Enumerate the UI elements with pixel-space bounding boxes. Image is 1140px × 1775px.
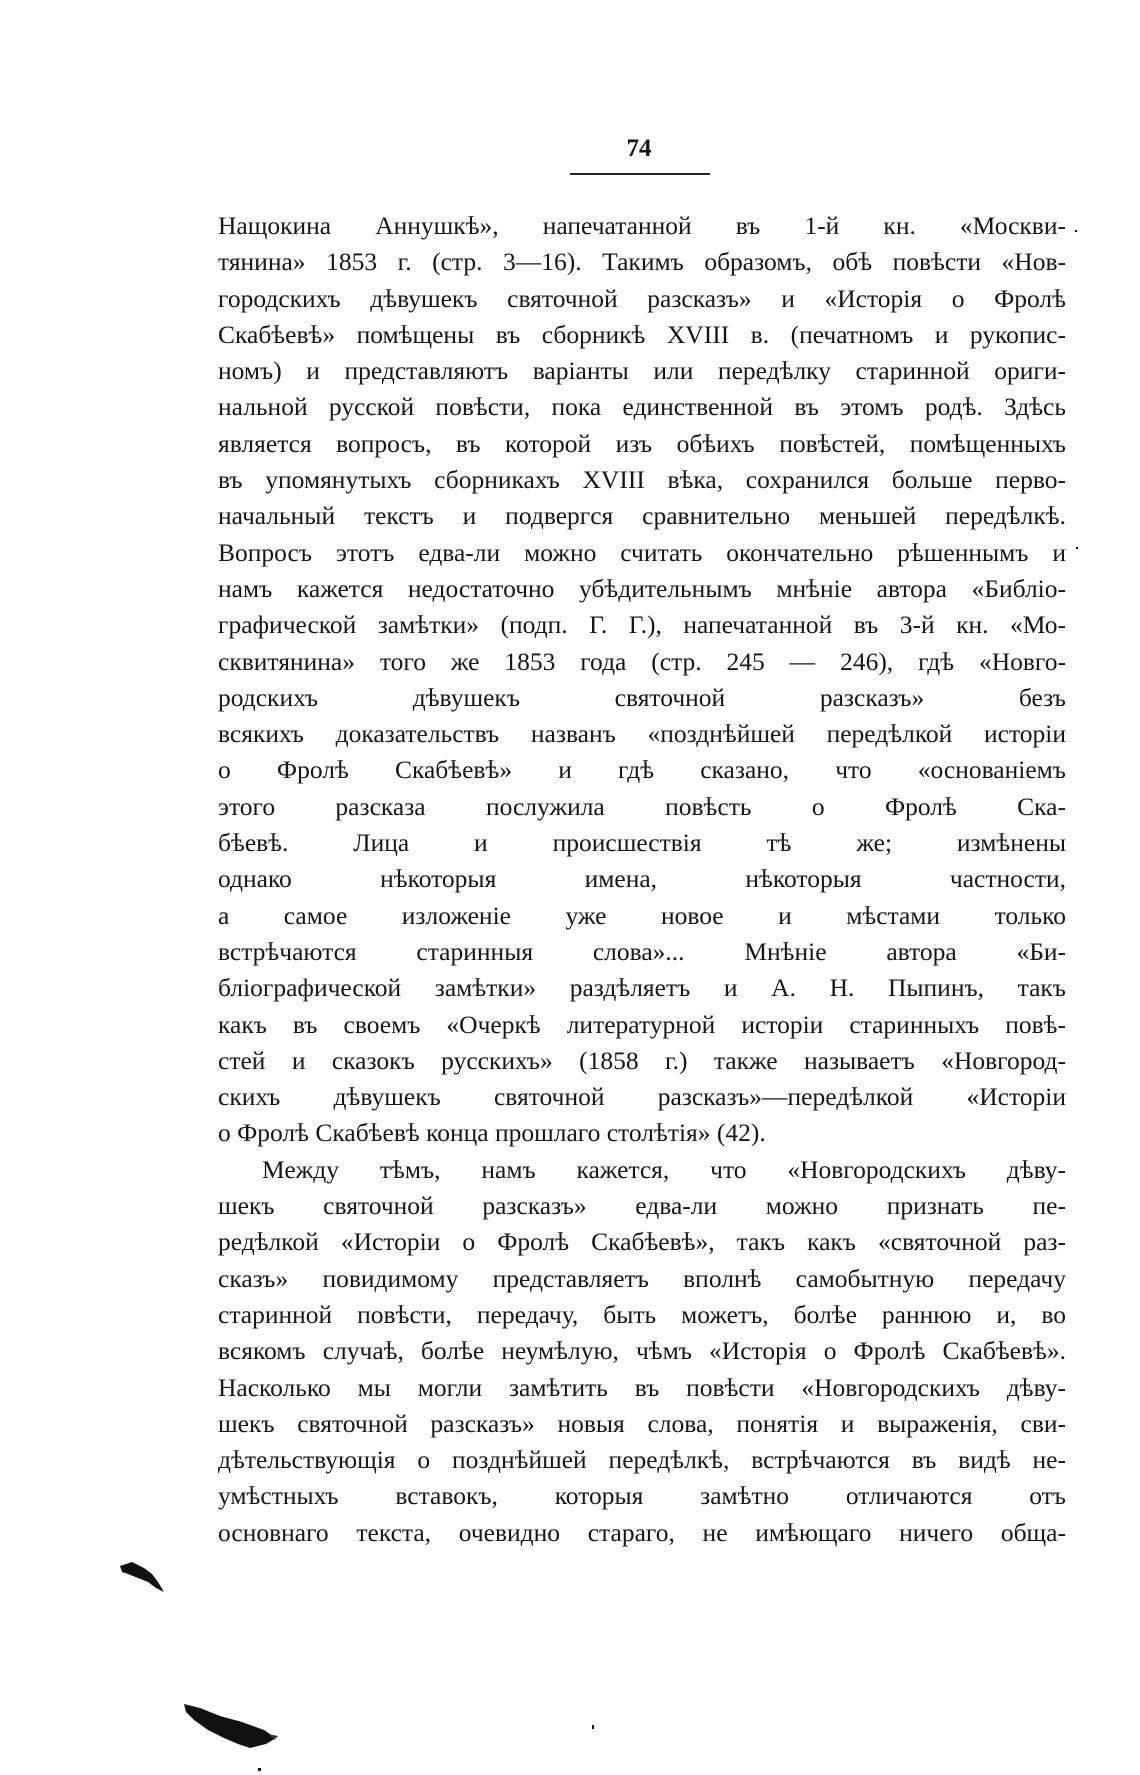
scan-speck (592, 1725, 594, 1729)
text-line: графической замѣтки» (подп. Г. Г.), напечатанной въ 3-й кн. «Мо- (218, 610, 1066, 640)
text-line: шекъ святочной разсказъ» едва-ли можно признать пе- (218, 1191, 1066, 1221)
text-line: встрѣчаются старинныя слова»... Мнѣніе автора «Би- (218, 936, 1066, 966)
text-line: нальной русской повѣсти, пока единственной въ этомъ родѣ. Здѣсь (218, 392, 1066, 422)
text-line: Нащокина Аннушкѣ», напечатанной въ 1-й кн. «Москви- (218, 211, 1066, 240)
scan-speck (1075, 230, 1077, 232)
text-line: всякомъ случаѣ, болѣе неумѣлую, чѣмъ «Исторія о Фролѣ Скабѣевѣ». (218, 1336, 1066, 1366)
text-line: Скабѣевѣ» помѣщены въ сборникѣ XVIII в. (печатномъ и рукопис- (218, 319, 1066, 349)
text-line: стей и сказокъ русскихъ» (1858 г.) также называетъ «Новгород- (218, 1045, 1066, 1075)
text-line: всякихъ доказательствъ названъ «позднѣйшей передѣлкой исторіи (218, 719, 1066, 749)
text-line: дѣтельствующія о позднѣйшей передѣлкѣ, встрѣчаются въ видѣ не- (218, 1445, 1066, 1475)
text-line: Вопросъ этотъ едва-ли можно считать окончательно рѣшеннымъ и (218, 537, 1066, 567)
text-line: бѣевѣ. Лица и происшествія тѣ же; измѣнены (218, 828, 1066, 858)
body-text (218, 208, 1066, 1551)
text-line: этого разсказа послужила повѣсть о Фролѣ Ска- (218, 791, 1066, 821)
text-line: начальный текстъ и подвергся сравнительно меньшей передѣлкѣ. (218, 501, 1066, 531)
scan-speck (1076, 547, 1078, 549)
text-line: тянина» 1853 г. (стр. 3—16). Такимъ образомъ, обѣ повѣсти «Нов- (218, 247, 1066, 277)
text-line: о Фролѣ Скабѣевѣ» и гдѣ сказано, что «основаніемъ (218, 755, 1066, 785)
text-line: родскихъ дѣвушекъ святочной разсказъ» безъ (218, 682, 1066, 712)
paragraph-1 (218, 208, 1066, 1152)
text-line: сквитянина» того же 1853 года (стр. 245 — 246), гдѣ «Новго- (218, 646, 1066, 676)
text-line: старинной повѣсти, передачу, быть можетъ, болѣе раннюю и, во (218, 1299, 1066, 1329)
text-line: умѣстныхъ вставокъ, которыя замѣтно отличаются отъ (218, 1481, 1066, 1511)
ink-blot-lower (180, 1700, 280, 1752)
text-line: номъ) и представляютъ варіанты или передѣлку старинной ориги- (218, 356, 1066, 386)
text-line: городскихъ дѣвушекъ святочной разсказъ» и «Исторія о Фролѣ (218, 283, 1066, 313)
text-line: сказъ» повидимому представляетъ вполнѣ самобытную передачу (218, 1263, 1066, 1293)
page-number: 74 (626, 135, 652, 162)
ink-blot-upper (118, 1560, 166, 1596)
text-line: является вопросъ, въ которой изъ обѣихъ повѣстей, помѣщенныхъ (218, 428, 1066, 458)
paragraph-2 (218, 1152, 1066, 1551)
text-line: шекъ святочной разсказъ» новыя слова, понятія и выраженія, сви- (218, 1408, 1066, 1438)
text-line: намъ кажется недостаточно убѣдительнымъ мнѣніе автора «Библіо- (218, 573, 1066, 603)
text-line: а самое изложеніе уже новое и мѣстами только (218, 900, 1066, 930)
text-line: однако нѣкоторыя имена, нѣкоторыя частности, (218, 864, 1066, 894)
text-line: въ упомянутыхъ сборникахъ XVIII вѣка, сохранился больше перво- (218, 465, 1066, 495)
text-line: Насколько мы могли замѣтить въ повѣсти «Новгородскихъ дѣву- (218, 1372, 1066, 1402)
text-line: редѣлкой «Исторіи о Фролѣ Скабѣевѣ», такъ какъ «святочной раз- (218, 1227, 1066, 1257)
text-line: о Фролѣ Скабѣевѣ конца прошлаго столѣтія» (42). (218, 1118, 766, 1148)
text-line: Между тѣмъ, намъ кажется, что «Новгородскихъ дѣву- (262, 1154, 1066, 1184)
text-line: основнаго текста, очевидно стараго, не имѣющаго ничего обща- (218, 1517, 1066, 1547)
text-line: скихъ дѣвушекъ святочной разсказъ»—передѣлкой «Исторіи (218, 1082, 1066, 1112)
text-line: бліографической замѣтки» раздѣляетъ и А. Н. Пыпинъ, такъ (218, 973, 1066, 1003)
page-number-rule (570, 173, 710, 175)
scan-speck (258, 1768, 261, 1771)
text-line: какъ въ своемъ «Очеркѣ литературной исторіи старинныхъ повѣ- (218, 1009, 1066, 1039)
